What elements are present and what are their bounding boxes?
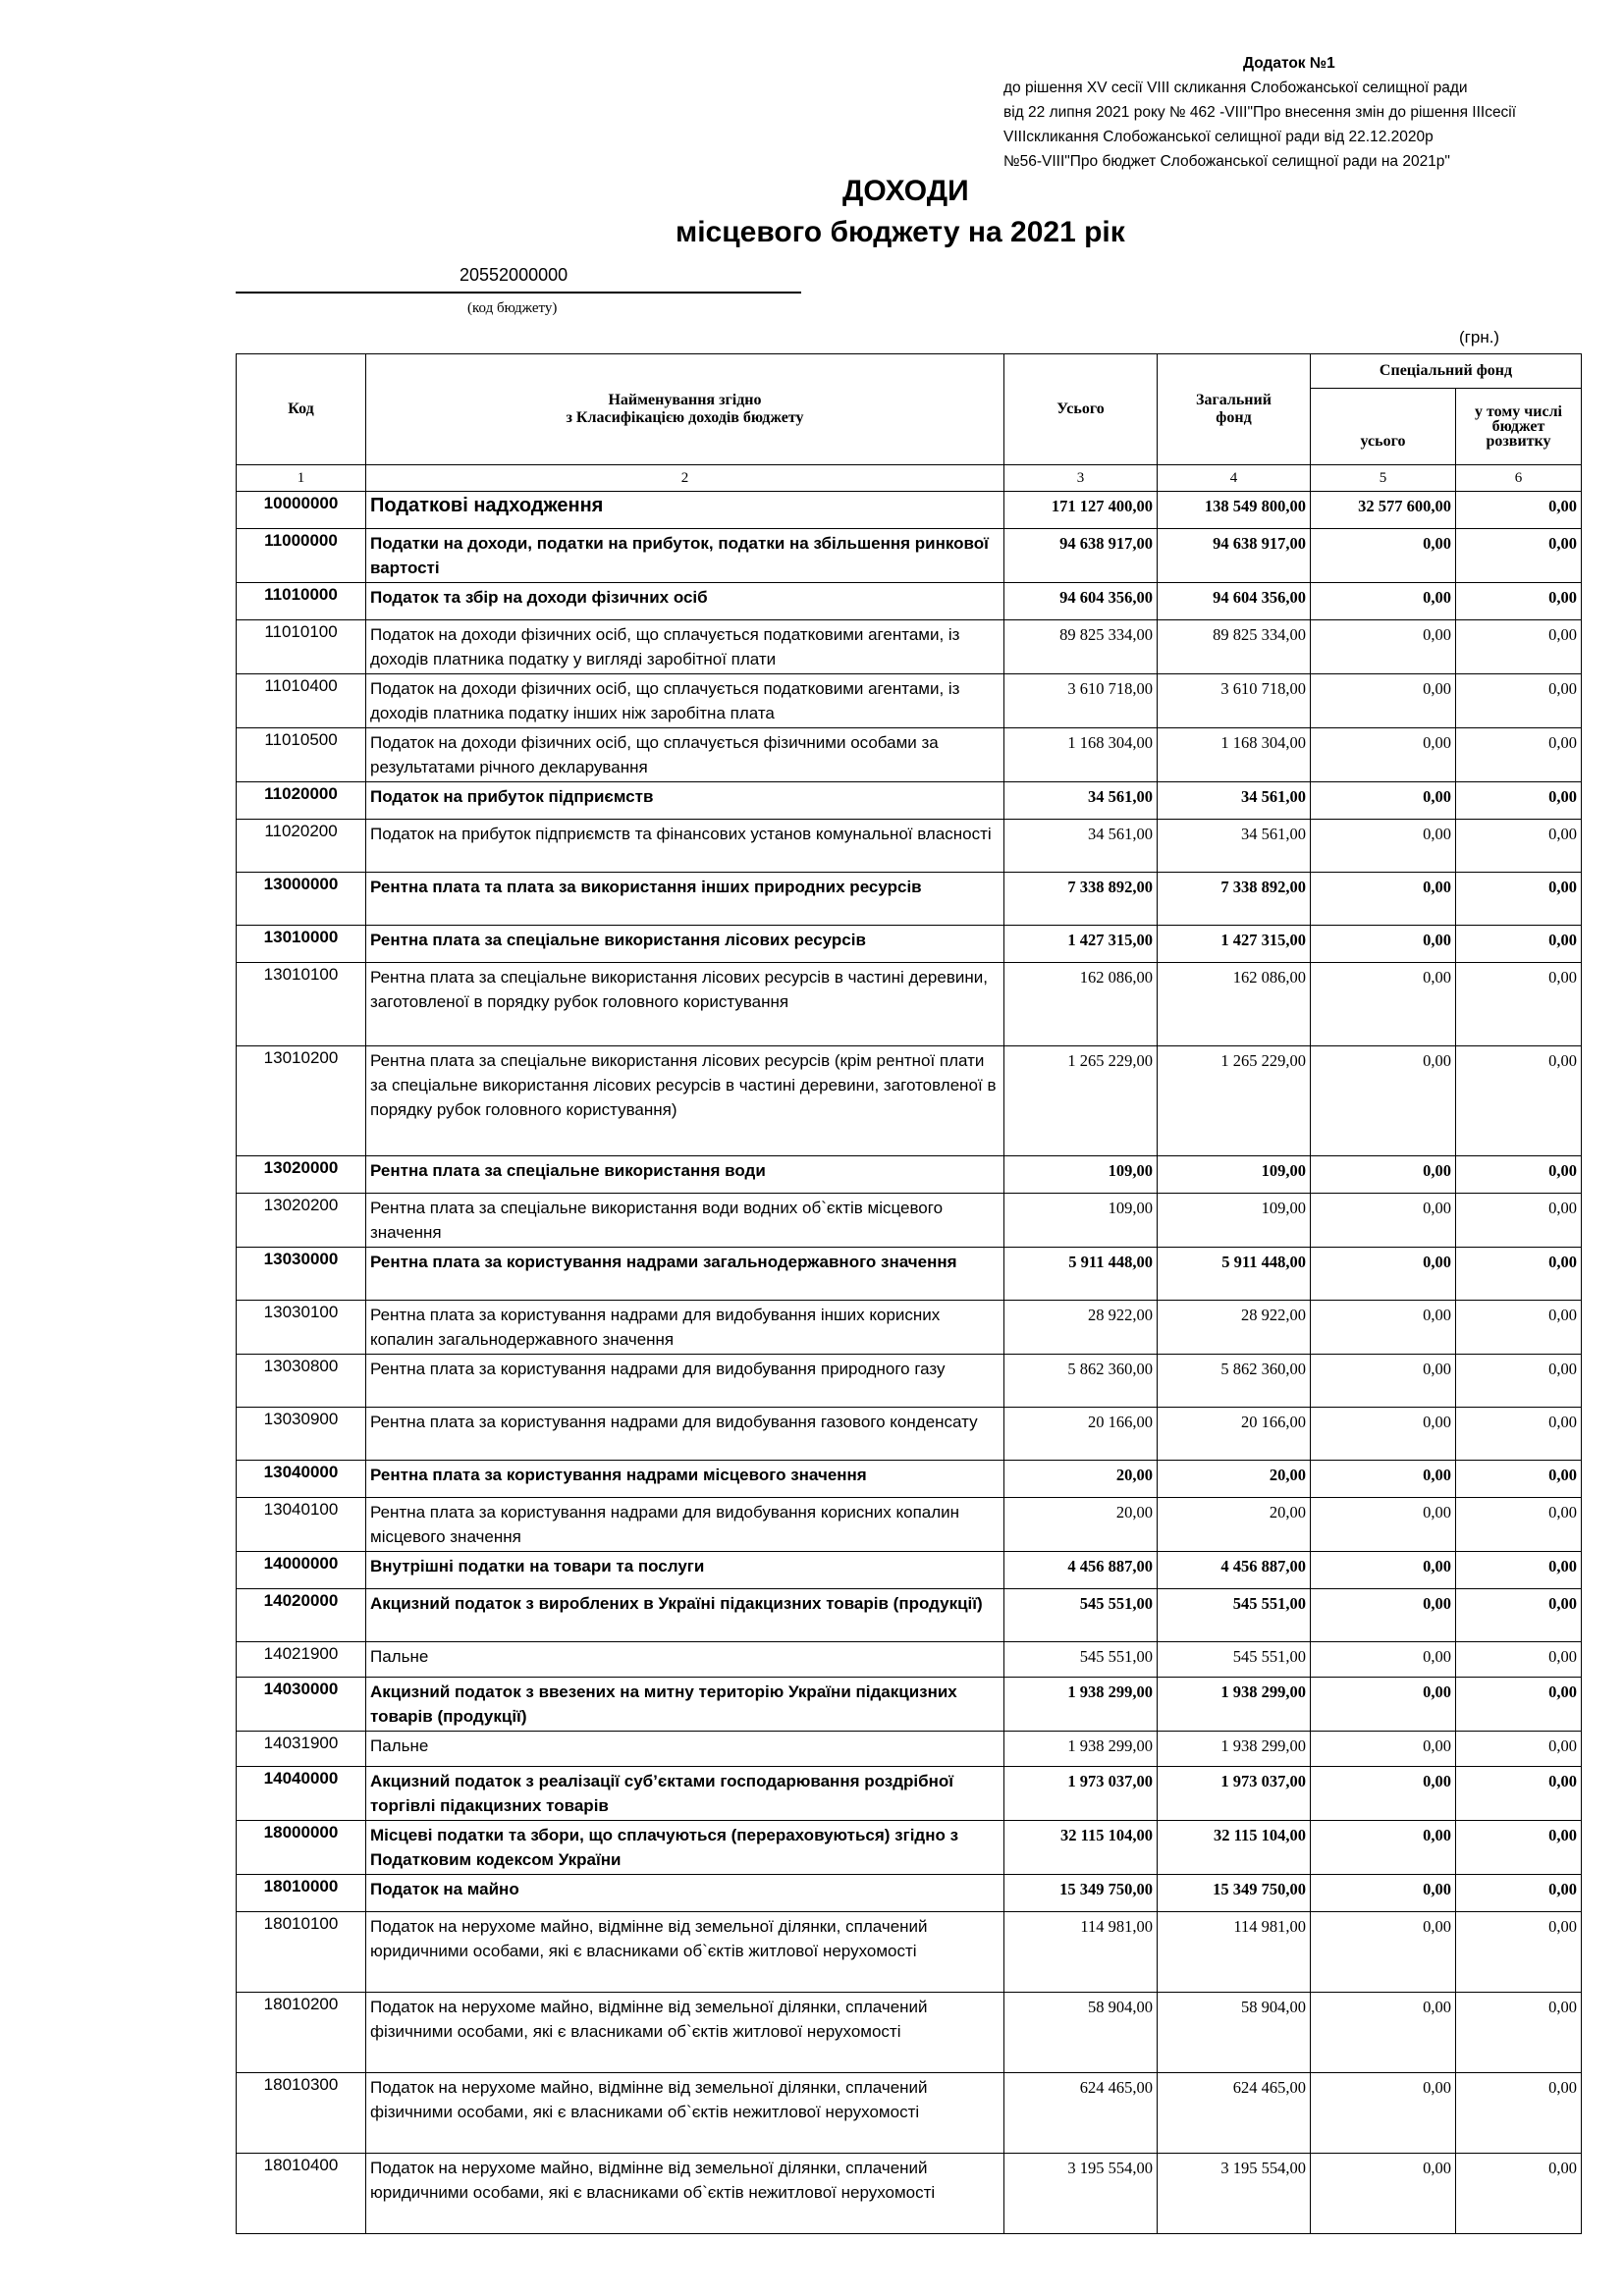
- row-development-budget: 0,00: [1456, 820, 1582, 873]
- row-special-fund: 0,00: [1311, 1912, 1456, 1993]
- row-code: 13020000: [237, 1156, 366, 1194]
- row-general-fund: 20 166,00: [1158, 1408, 1311, 1461]
- row-total: 20 166,00: [1004, 1408, 1158, 1461]
- header-name-line: з Класифікацією доходів бюджету: [566, 409, 804, 426]
- row-special-fund: 0,00: [1311, 1821, 1456, 1875]
- row-code: 18010200: [237, 1993, 366, 2073]
- row-development-budget: 0,00: [1456, 1821, 1582, 1875]
- row-total: 1 265 229,00: [1004, 1046, 1158, 1156]
- table-row: [237, 873, 1582, 926]
- header-general-fund: [1158, 354, 1311, 465]
- row-special-fund: 0,00: [1311, 1552, 1456, 1589]
- row-special-fund: 0,00: [1311, 2073, 1456, 2154]
- table-row: [237, 728, 1582, 782]
- row-code: 13040000: [237, 1461, 366, 1498]
- row-total: 32 115 104,00: [1004, 1821, 1158, 1875]
- row-development-budget: 0,00: [1456, 1993, 1582, 2073]
- row-code: 14000000: [237, 1552, 366, 1589]
- row-code: 18000000: [237, 1821, 366, 1875]
- row-general-fund: 138 549 800,00: [1158, 492, 1311, 529]
- row-name: Податок на прибуток підприємств: [366, 782, 1004, 820]
- row-total: 1 168 304,00: [1004, 728, 1158, 782]
- table-row: [237, 529, 1582, 583]
- row-special-fund: 0,00: [1311, 1993, 1456, 2073]
- row-name: Рентна плата та плата за використання інших природних ресурсів: [366, 873, 1004, 926]
- row-total: 1 938 299,00: [1004, 1678, 1158, 1732]
- row-development-budget: 0,00: [1456, 782, 1582, 820]
- row-development-budget: 0,00: [1456, 728, 1582, 782]
- row-special-fund: 0,00: [1311, 1248, 1456, 1301]
- table-row: [237, 1642, 1582, 1678]
- row-code: 13010000: [237, 926, 366, 963]
- row-name: Податок та збір на доходи фізичних осіб: [366, 583, 1004, 620]
- row-name: Податок на нерухоме майно, відмінне від земельної ділянки, сплачений фізичними особами, які є власниками об`єктів житлової нерухомості: [366, 1993, 1004, 2073]
- row-general-fund: 7 338 892,00: [1158, 873, 1311, 926]
- row-name: Акцизний податок з реалізації суб’єктами господарювання роздрібної торгівлі підакцизних товарів: [366, 1767, 1004, 1821]
- row-special-fund: 0,00: [1311, 1875, 1456, 1912]
- row-code: 13010200: [237, 1046, 366, 1156]
- row-special-fund: 0,00: [1311, 583, 1456, 620]
- column-number: 5: [1311, 465, 1456, 492]
- row-general-fund: 34 561,00: [1158, 782, 1311, 820]
- row-special-fund: 0,00: [1311, 926, 1456, 963]
- row-total: 5 862 360,00: [1004, 1355, 1158, 1408]
- row-total: 7 338 892,00: [1004, 873, 1158, 926]
- row-name: Рентна плата за спеціальне використання води: [366, 1156, 1004, 1194]
- row-special-fund: 0,00: [1311, 1589, 1456, 1642]
- column-number: 4: [1158, 465, 1311, 492]
- table-row: [237, 1552, 1582, 1589]
- row-name: Податок на доходи фізичних осіб, що сплачується податковими агентами, із доходів платника податку у вигляді заробітної плати: [366, 620, 1004, 674]
- row-total: 545 551,00: [1004, 1642, 1158, 1678]
- row-total: 545 551,00: [1004, 1589, 1158, 1642]
- row-special-fund: 0,00: [1311, 1408, 1456, 1461]
- row-total: 5 911 448,00: [1004, 1248, 1158, 1301]
- row-total: 109,00: [1004, 1194, 1158, 1248]
- row-development-budget: 0,00: [1456, 2154, 1582, 2234]
- table-row: [237, 1678, 1582, 1732]
- row-development-budget: 0,00: [1456, 1589, 1582, 1642]
- row-general-fund: 20,00: [1158, 1498, 1311, 1552]
- row-general-fund: 5 911 448,00: [1158, 1248, 1311, 1301]
- row-development-budget: 0,00: [1456, 963, 1582, 1046]
- table-row: [237, 583, 1582, 620]
- row-name: Місцеві податки та збори, що сплачуються (перераховуються) згідно з Податковим кодексом України: [366, 1821, 1004, 1875]
- table-row: [237, 1248, 1582, 1301]
- row-general-fund: 1 938 299,00: [1158, 1732, 1311, 1767]
- row-special-fund: 0,00: [1311, 873, 1456, 926]
- row-code: 14021900: [237, 1642, 366, 1678]
- table-row: [237, 820, 1582, 873]
- row-total: 1 938 299,00: [1004, 1732, 1158, 1767]
- table-row: [237, 2073, 1582, 2154]
- row-total: 34 561,00: [1004, 782, 1158, 820]
- table-row: [237, 1301, 1582, 1355]
- row-code: 10000000: [237, 492, 366, 529]
- row-development-budget: 0,00: [1456, 492, 1582, 529]
- table-row: [237, 2154, 1582, 2234]
- row-name: Податок на нерухоме майно, відмінне від земельної ділянки, сплачений юридичними особами, які є власниками об`єктів нежитлової нерухомості: [366, 2154, 1004, 2234]
- row-general-fund: 4 456 887,00: [1158, 1552, 1311, 1589]
- row-name: Акцизний податок з вироблених в Україні підакцизних товарів (продукції): [366, 1589, 1004, 1642]
- row-development-budget: 0,00: [1456, 674, 1582, 728]
- row-development-budget: 0,00: [1456, 1875, 1582, 1912]
- annex-number: Додаток №1: [1243, 55, 1335, 72]
- row-general-fund: 109,00: [1158, 1156, 1311, 1194]
- row-general-fund: 34 561,00: [1158, 820, 1311, 873]
- row-development-budget: 0,00: [1456, 1408, 1582, 1461]
- row-name: Рентна плата за користування надрами для видобування природного газу: [366, 1355, 1004, 1408]
- row-special-fund: 0,00: [1311, 1156, 1456, 1194]
- row-name: Внутрішні податки на товари та послуги: [366, 1552, 1004, 1589]
- budget-code-underline: [236, 292, 801, 294]
- row-name: Податкові надходження: [366, 492, 1004, 529]
- row-code: 11020200: [237, 820, 366, 873]
- row-special-fund: 0,00: [1311, 620, 1456, 674]
- row-code: 11020000: [237, 782, 366, 820]
- table-row: [237, 1912, 1582, 1993]
- row-code: 13000000: [237, 873, 366, 926]
- row-total: 162 086,00: [1004, 963, 1158, 1046]
- row-development-budget: 0,00: [1456, 1498, 1582, 1552]
- table-row: [237, 1875, 1582, 1912]
- row-general-fund: 94 638 917,00: [1158, 529, 1311, 583]
- row-code: 14030000: [237, 1678, 366, 1732]
- row-name: Податок на майно: [366, 1875, 1004, 1912]
- row-name: Рентна плата за спеціальне використання лісових ресурсів: [366, 926, 1004, 963]
- table-row: [237, 620, 1582, 674]
- row-name: Рентна плата за користування надрами для видобування корисних копалин місцевого значення: [366, 1498, 1004, 1552]
- annex-line: від 22 липня 2021 року № 462 -VIII"Про внесення змін до рішення IIIсесії: [1003, 104, 1517, 121]
- table-row: [237, 1821, 1582, 1875]
- column-number-row: [237, 465, 1582, 492]
- row-development-budget: 0,00: [1456, 1552, 1582, 1589]
- row-name: Рентна плата за спеціальне використання лісових ресурсів (крім рентної плати за спеціальне використання лісових ресурсів в частині деревини, заготовленої в порядку рубок головного користування): [366, 1046, 1004, 1156]
- row-general-fund: 1 168 304,00: [1158, 728, 1311, 782]
- table-row: [237, 1046, 1582, 1156]
- row-code: 13030100: [237, 1301, 366, 1355]
- header-dev-line: розвитку: [1486, 433, 1551, 450]
- row-total: 15 349 750,00: [1004, 1875, 1158, 1912]
- row-code: 11010100: [237, 620, 366, 674]
- row-development-budget: 0,00: [1456, 1767, 1582, 1821]
- row-code: 11010400: [237, 674, 366, 728]
- row-general-fund: 28 922,00: [1158, 1301, 1311, 1355]
- table-row: [237, 674, 1582, 728]
- table-row: [237, 782, 1582, 820]
- row-code: 13030800: [237, 1355, 366, 1408]
- row-development-budget: 0,00: [1456, 1642, 1582, 1678]
- row-name: Рентна плата за спеціальне використання лісових ресурсів в частині деревини, заготовленої в порядку рубок головного користування: [366, 963, 1004, 1046]
- row-code: 13030900: [237, 1408, 366, 1461]
- annex-line: VIIIскликання Слобожанської селищної ради від 22.12.2020р: [1003, 129, 1434, 145]
- row-name: Податок на доходи фізичних осіб, що сплачується фізичними особами за результатами річного декларування: [366, 728, 1004, 782]
- row-general-fund: 1 265 229,00: [1158, 1046, 1311, 1156]
- row-development-budget: 0,00: [1456, 1194, 1582, 1248]
- row-name: Рентна плата за користування надрами загальнодержавного значення: [366, 1248, 1004, 1301]
- budget-code: 20552000000: [460, 265, 568, 285]
- row-development-budget: 0,00: [1456, 873, 1582, 926]
- row-total: 171 127 400,00: [1004, 492, 1158, 529]
- row-special-fund: 0,00: [1311, 1678, 1456, 1732]
- row-name: Акцизний податок з ввезених на митну територію України підакцизних товарів (продукції): [366, 1678, 1004, 1732]
- row-development-budget: 0,00: [1456, 1248, 1582, 1301]
- row-total: 1 427 315,00: [1004, 926, 1158, 963]
- row-name: Податок на нерухоме майно, відмінне від земельної ділянки, сплачений юридичними особами, які є власниками об`єктів житлової нерухомості: [366, 1912, 1004, 1993]
- row-general-fund: 58 904,00: [1158, 1993, 1311, 2073]
- row-total: 3 195 554,00: [1004, 2154, 1158, 2234]
- row-special-fund: 0,00: [1311, 1461, 1456, 1498]
- column-number: 2: [366, 465, 1004, 492]
- row-code: 13030000: [237, 1248, 366, 1301]
- row-development-budget: 0,00: [1456, 1156, 1582, 1194]
- row-code: 13020200: [237, 1194, 366, 1248]
- table-row: [237, 1589, 1582, 1642]
- row-total: 624 465,00: [1004, 2073, 1158, 2154]
- annex-line: №56-VIII"Про бюджет Слобожанської селищної ради на 2021р": [1003, 153, 1450, 170]
- row-name: Податок на прибуток підприємств та фінансових установ комунальної власності: [366, 820, 1004, 873]
- row-development-budget: 0,00: [1456, 1461, 1582, 1498]
- row-name: Рентна плата за користування надрами для видобування газового конденсату: [366, 1408, 1004, 1461]
- row-development-budget: 0,00: [1456, 926, 1582, 963]
- document-subtitle: місцевого бюджету на 2021 рік: [676, 216, 1125, 248]
- row-name: Податок на нерухоме майно, відмінне від земельної ділянки, сплачений фізичними особами, які є власниками об`єктів нежитлової нерухомості: [366, 2073, 1004, 2154]
- row-special-fund: 0,00: [1311, 1498, 1456, 1552]
- table-row: [237, 1408, 1582, 1461]
- header-general-line: фонд: [1216, 409, 1252, 426]
- row-development-budget: 0,00: [1456, 1046, 1582, 1156]
- row-special-fund: 0,00: [1311, 529, 1456, 583]
- row-special-fund: 0,00: [1311, 820, 1456, 873]
- row-name: Податки на доходи, податки на прибуток, податки на збільшення ринкової вартості: [366, 529, 1004, 583]
- row-code: 11010000: [237, 583, 366, 620]
- row-total: 109,00: [1004, 1156, 1158, 1194]
- table-row: [237, 1993, 1582, 2073]
- row-name: Податок на доходи фізичних осіб, що сплачується податковими агентами, із доходів платника податку інших ніж заробітна плата: [366, 674, 1004, 728]
- header-general-line: Загальний: [1196, 392, 1272, 408]
- row-name: Пальне: [366, 1732, 1004, 1767]
- row-code: 18010300: [237, 2073, 366, 2154]
- row-name: Пальне: [366, 1642, 1004, 1678]
- row-general-fund: 109,00: [1158, 1194, 1311, 1248]
- row-total: 28 922,00: [1004, 1301, 1158, 1355]
- row-total: 3 610 718,00: [1004, 674, 1158, 728]
- row-code: 11000000: [237, 529, 366, 583]
- row-special-fund: 0,00: [1311, 963, 1456, 1046]
- table-row: [237, 963, 1582, 1046]
- row-general-fund: 89 825 334,00: [1158, 620, 1311, 674]
- table-row: [237, 1767, 1582, 1821]
- row-total: 89 825 334,00: [1004, 620, 1158, 674]
- currency-label: (грн.): [1459, 328, 1500, 347]
- row-general-fund: 114 981,00: [1158, 1912, 1311, 1993]
- row-special-fund: 0,00: [1311, 1732, 1456, 1767]
- table-row: [237, 1156, 1582, 1194]
- row-general-fund: 1 938 299,00: [1158, 1678, 1311, 1732]
- row-development-budget: 0,00: [1456, 1301, 1582, 1355]
- row-name: Рентна плата за користування надрами для видобування інших корисних копалин загальнодержавного значення: [366, 1301, 1004, 1355]
- row-special-fund: 0,00: [1311, 1642, 1456, 1678]
- row-total: 94 604 356,00: [1004, 583, 1158, 620]
- row-general-fund: 94 604 356,00: [1158, 583, 1311, 620]
- row-total: 20,00: [1004, 1498, 1158, 1552]
- table-row: [237, 492, 1582, 529]
- row-code: 18010000: [237, 1875, 366, 1912]
- row-development-budget: 0,00: [1456, 1732, 1582, 1767]
- row-general-fund: 545 551,00: [1158, 1589, 1311, 1642]
- row-development-budget: 0,00: [1456, 1355, 1582, 1408]
- revenue-table: [236, 353, 1582, 2234]
- header-code: Код: [237, 354, 366, 465]
- row-name: Рентна плата за спеціальне використання води водних об`єктів місцевого значення: [366, 1194, 1004, 1248]
- row-total: 4 456 887,00: [1004, 1552, 1158, 1589]
- header-special-fund: Спеціальний фонд: [1311, 354, 1582, 389]
- row-code: 13010100: [237, 963, 366, 1046]
- row-total: 114 981,00: [1004, 1912, 1158, 1993]
- table-row: [237, 926, 1582, 963]
- row-code: 18010100: [237, 1912, 366, 1993]
- table-row: [237, 1194, 1582, 1248]
- row-special-fund: 0,00: [1311, 728, 1456, 782]
- header-name-line: Найменування згідно: [608, 392, 762, 408]
- row-special-fund: 0,00: [1311, 1301, 1456, 1355]
- row-general-fund: 15 349 750,00: [1158, 1875, 1311, 1912]
- header-total: Усього: [1004, 354, 1158, 465]
- row-code: 18010400: [237, 2154, 366, 2234]
- header-development-budget: [1456, 389, 1582, 465]
- row-general-fund: 3 195 554,00: [1158, 2154, 1311, 2234]
- table-row: [237, 1498, 1582, 1552]
- annex-line: до рішення XV сесії VIII скликання Слобожанської селищної ради: [1003, 80, 1468, 96]
- row-name: Рентна плата за користування надрами місцевого значення: [366, 1461, 1004, 1498]
- table-row: [237, 1355, 1582, 1408]
- row-special-fund: 0,00: [1311, 2154, 1456, 2234]
- row-general-fund: 3 610 718,00: [1158, 674, 1311, 728]
- row-general-fund: 5 862 360,00: [1158, 1355, 1311, 1408]
- row-code: 14031900: [237, 1732, 366, 1767]
- row-general-fund: 32 115 104,00: [1158, 1821, 1311, 1875]
- row-code: 11010500: [237, 728, 366, 782]
- header-dev-line: у тому числі: [1474, 403, 1562, 420]
- row-code: 14020000: [237, 1589, 366, 1642]
- header-special-total: усього: [1311, 389, 1456, 465]
- table-row: [237, 1732, 1582, 1767]
- row-total: 94 638 917,00: [1004, 529, 1158, 583]
- row-general-fund: 1 973 037,00: [1158, 1767, 1311, 1821]
- row-special-fund: 0,00: [1311, 674, 1456, 728]
- row-special-fund: 0,00: [1311, 1355, 1456, 1408]
- row-general-fund: 545 551,00: [1158, 1642, 1311, 1678]
- column-number: 6: [1456, 465, 1582, 492]
- row-special-fund: 0,00: [1311, 1767, 1456, 1821]
- row-total: 34 561,00: [1004, 820, 1158, 873]
- budget-code-caption: (код бюджету): [467, 300, 558, 316]
- row-special-fund: 0,00: [1311, 782, 1456, 820]
- row-total: 58 904,00: [1004, 1993, 1158, 2073]
- row-development-budget: 0,00: [1456, 1678, 1582, 1732]
- row-code: 13040100: [237, 1498, 366, 1552]
- row-development-budget: 0,00: [1456, 1912, 1582, 1993]
- row-special-fund: 0,00: [1311, 1194, 1456, 1248]
- column-number: 1: [237, 465, 366, 492]
- annex-header: [1003, 51, 1593, 174]
- row-development-budget: 0,00: [1456, 583, 1582, 620]
- header-name: [366, 354, 1004, 465]
- row-special-fund: 32 577 600,00: [1311, 492, 1456, 529]
- row-development-budget: 0,00: [1456, 529, 1582, 583]
- header-dev-line: бюджет: [1491, 418, 1545, 435]
- row-total: 20,00: [1004, 1461, 1158, 1498]
- row-general-fund: 1 427 315,00: [1158, 926, 1311, 963]
- row-development-budget: 0,00: [1456, 620, 1582, 674]
- row-general-fund: 162 086,00: [1158, 963, 1311, 1046]
- row-development-budget: 0,00: [1456, 2073, 1582, 2154]
- table-row: [237, 1461, 1582, 1498]
- row-code: 14040000: [237, 1767, 366, 1821]
- row-general-fund: 624 465,00: [1158, 2073, 1311, 2154]
- row-special-fund: 0,00: [1311, 1046, 1456, 1156]
- row-general-fund: 20,00: [1158, 1461, 1311, 1498]
- row-total: 1 973 037,00: [1004, 1767, 1158, 1821]
- document-title: ДОХОДИ: [842, 175, 969, 207]
- column-number: 3: [1004, 465, 1158, 492]
